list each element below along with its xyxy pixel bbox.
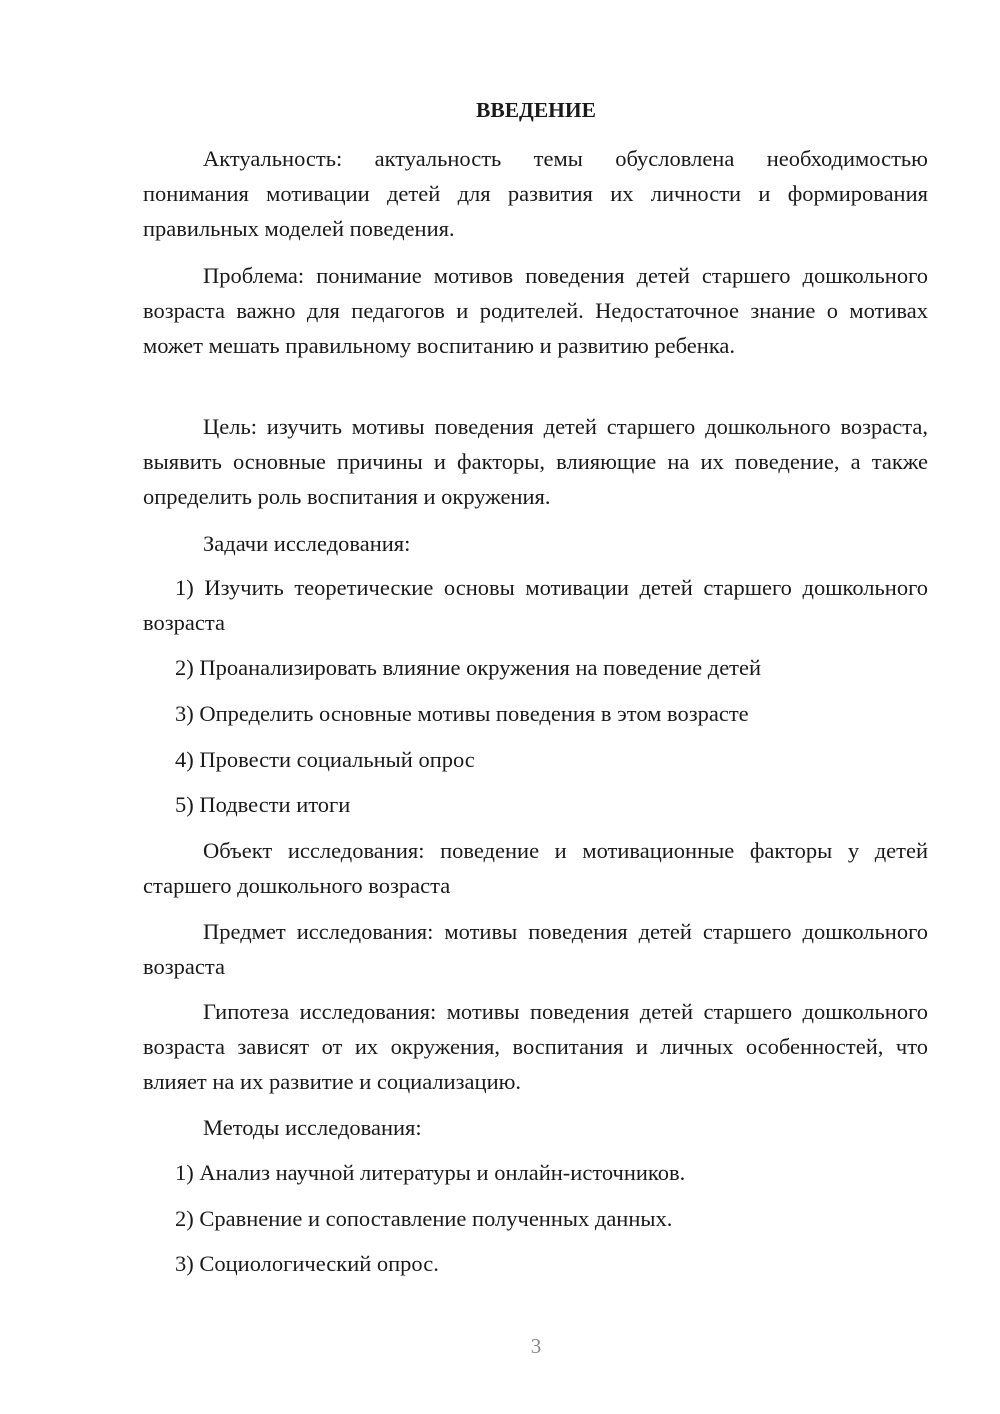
page-title: ВВЕДЕНИЕ — [476, 98, 596, 122]
method-item-3: 3) Социологический опрос. — [175, 1251, 439, 1276]
method-item-1: 1) Анализ научной литературы и онлайн-источников. — [175, 1160, 686, 1185]
task-item-5: 5) Подвести итоги — [175, 792, 351, 817]
task-item-1: 1) Изучить теоретические основы мотивации детей старшего дошкольного возраста — [143, 575, 928, 635]
task-item-3: 3) Определить основные мотивы поведения в этом возрасте — [175, 701, 749, 726]
methods-heading: Методы исследования: — [203, 1115, 422, 1140]
task-item-4: 4) Провести социальный опрос — [175, 747, 475, 772]
task-item-2: 2) Проанализировать влияние окружения на поведение детей — [175, 655, 762, 680]
tasks-heading: Задачи исследования: — [203, 531, 411, 556]
relevance-paragraph: Актуальность: актуальность темы обусловлена необходимостью понимания мотивации детей для развития их личности и формирования правильных моделей поведения. — [143, 146, 928, 241]
goal-paragraph: Цель: изучить мотивы поведения детей старшего дошкольного возраста, выявить основные причины и факторы, влияющие на их поведение, а также определить роль воспитания и окружения. — [143, 414, 928, 509]
page-number: 3 — [530, 1334, 542, 1358]
subject-paragraph: Предмет исследования: мотивы поведения детей старшего дошкольного возраста — [143, 919, 928, 979]
problem-paragraph: Проблема: понимание мотивов поведения детей старшего дошкольного возраста важно для педагогов и родителей. Недостаточное знание о мотивах может мешать правильному воспитанию и развитию ребенка. — [143, 263, 928, 358]
object-paragraph: Объект исследования: поведение и мотивационные факторы у детей старшего дошкольного возраста — [143, 838, 928, 898]
hypothesis-paragraph: Гипотеза исследования: мотивы поведения детей старшего дошкольного возраста зависят от их окружения, воспитания и личных особенностей, что влияет на их развитие и социализацию. — [143, 999, 928, 1094]
method-item-2: 2) Сравнение и сопоставление полученных данных. — [175, 1206, 673, 1231]
